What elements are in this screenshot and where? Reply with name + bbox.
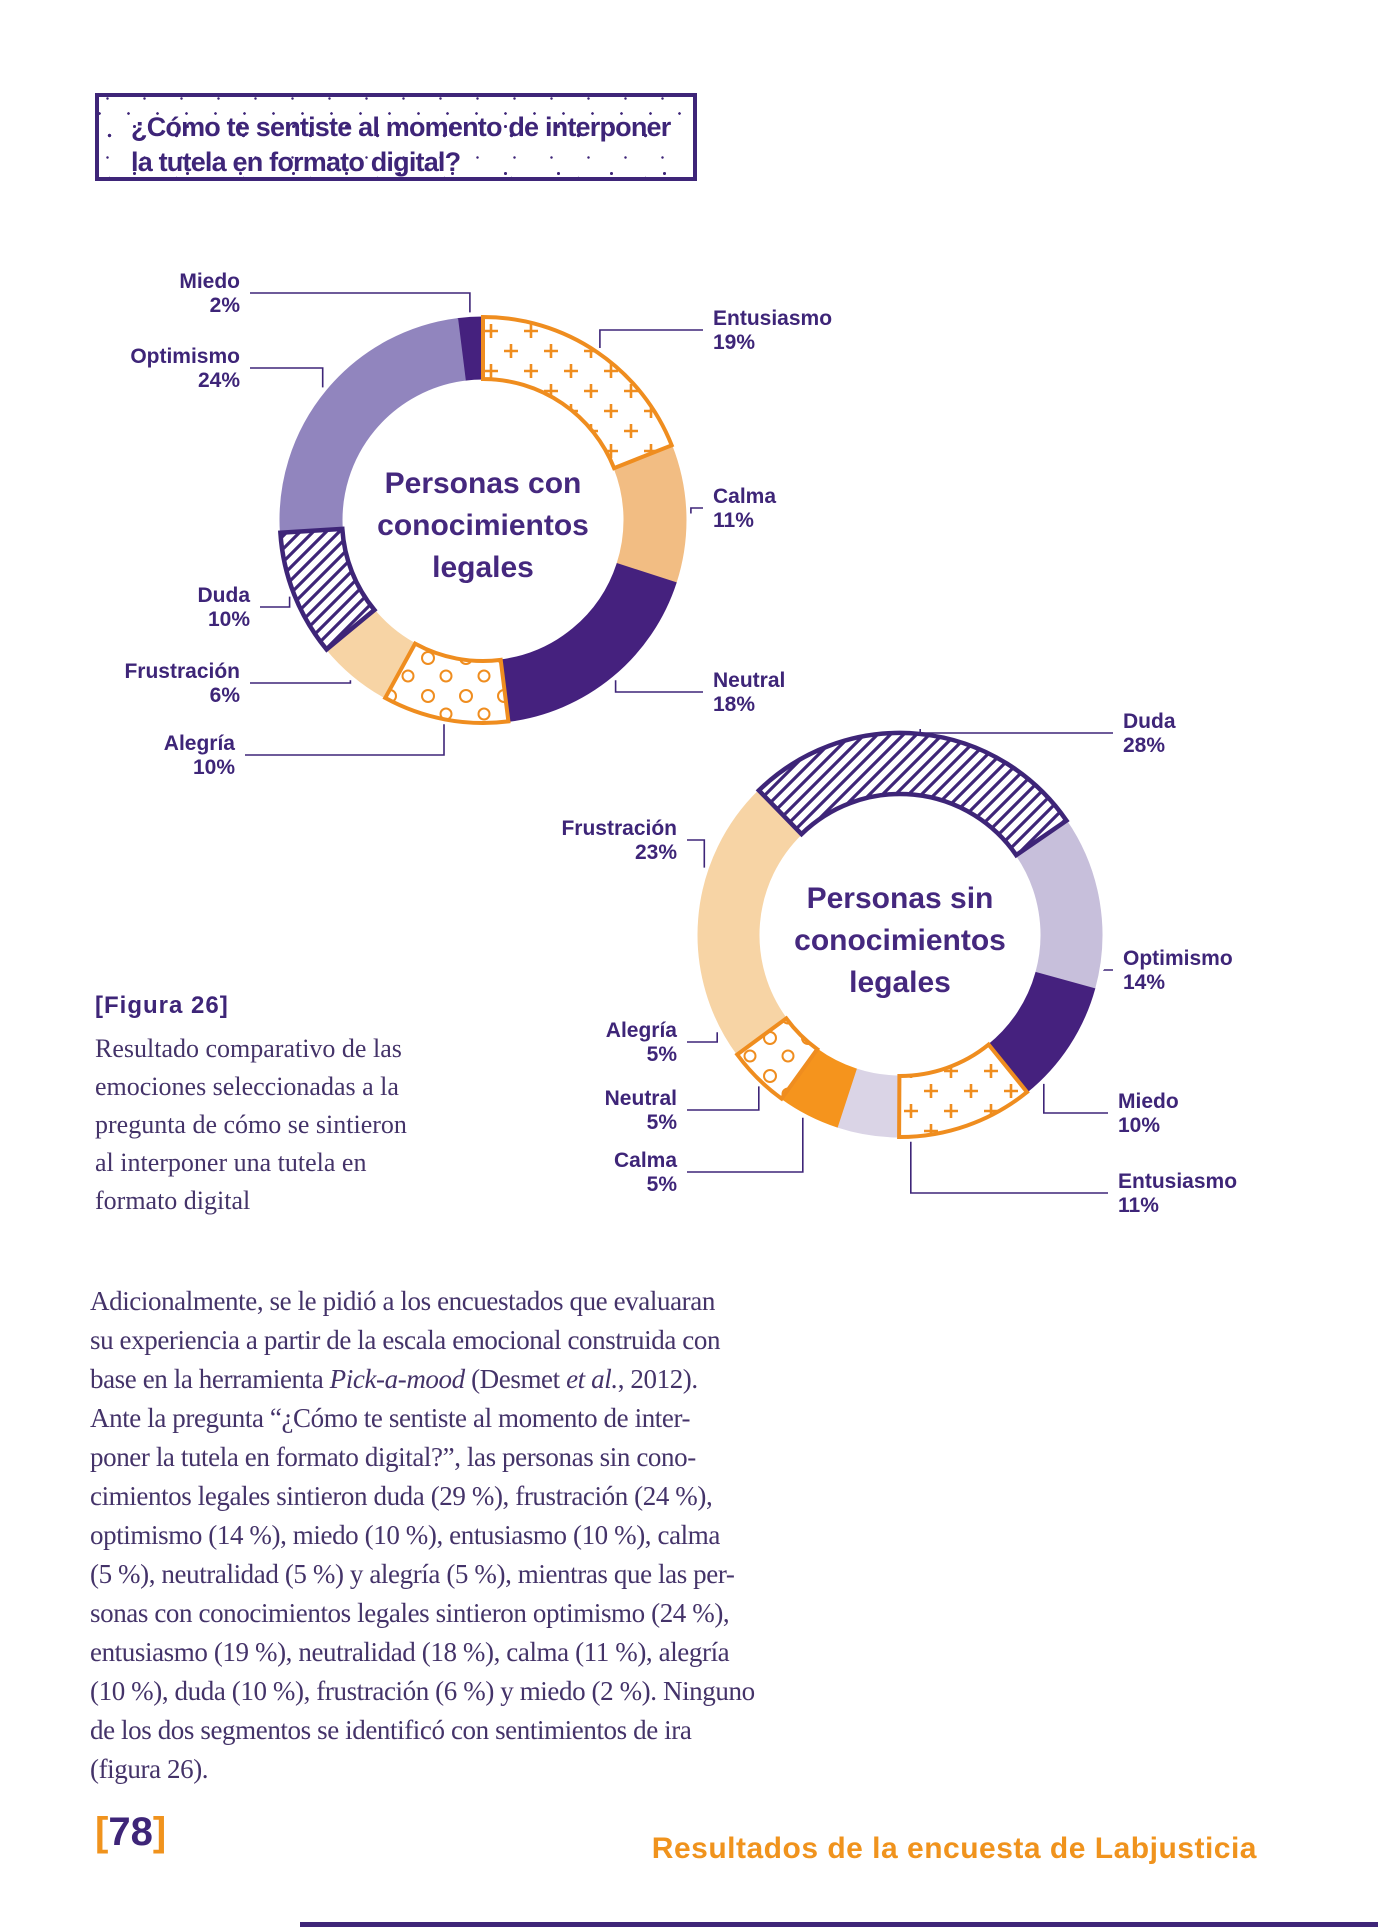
donut-chart-2 xyxy=(561,710,1237,1217)
slice-label-calma: Calma 11% xyxy=(713,485,777,532)
slice-label-neutral: Neutral 18% xyxy=(713,669,786,716)
paragraph-line: Ante la pregunta “¿Cómo te sentiste al momento de inter- xyxy=(90,1403,691,1433)
paragraph-line: poner la tutela en formato digital?”, las personas sin cono- xyxy=(90,1442,696,1472)
donut-center-title: Personas con conocimientos legales xyxy=(377,467,589,584)
running-title: Resultados de la encuesta de Labjusticia xyxy=(651,1832,1257,1865)
slice-optimismo xyxy=(280,319,465,533)
slice-frustración xyxy=(698,790,801,1054)
donut-center-title: Personas sin conocimientos legales xyxy=(794,882,1006,999)
leader-frustración xyxy=(687,840,704,868)
page-number-value: 78 xyxy=(108,1810,153,1854)
paragraph-line: de los dos segmentos se identificó con sentimientos de ira xyxy=(90,1715,692,1745)
leader-miedo xyxy=(1044,1084,1108,1113)
slice-label-optimismo: Optimismo 14% xyxy=(1123,947,1233,994)
slice-label-miedo: Miedo 10% xyxy=(1118,1090,1179,1137)
slice-duda xyxy=(759,733,1067,855)
slice-label-alegría: Alegría 5% xyxy=(605,1019,677,1066)
leader-duda xyxy=(920,729,1113,733)
leader-calma xyxy=(691,508,703,514)
page-number-bracket-open: [ xyxy=(95,1810,109,1854)
figure-caption xyxy=(95,1030,407,1220)
leader-neutral xyxy=(687,1086,759,1110)
figure-caption-line: Resultado comparativo de las xyxy=(95,1034,402,1063)
page-number-bracket-close: ] xyxy=(152,1810,167,1854)
donut-chart-1 xyxy=(124,270,832,779)
paragraph-line: (5 %), neutralidad (5 %) y alegría (5 %), mientras que las per- xyxy=(90,1559,735,1589)
slice-label-calma: Calma 5% xyxy=(613,1149,677,1196)
slice-label-duda: Duda 28% xyxy=(1123,710,1176,757)
paragraph-line: Adicionalmente, se le pidió a los encuestados que evaluaran xyxy=(90,1286,715,1316)
leader-frustración xyxy=(250,680,350,683)
paragraph-line: (10 %), duda (10 %), frustración (6 %) y miedo (2 %). Ninguno xyxy=(90,1676,755,1706)
paragraph-line: cimientos legales sintieron duda (29 %), frustración (24 %), xyxy=(90,1481,713,1511)
paragraph-line: optimismo (14 %), miedo (10 %), entusiasmo (10 %), calma xyxy=(90,1520,720,1550)
leader-entusiasmo xyxy=(911,1142,1108,1193)
page-number xyxy=(95,1810,166,1855)
leader-calma xyxy=(687,1118,803,1172)
slice-label-frustración: Frustración 23% xyxy=(561,817,677,864)
figure-question-line-2: la tutela en formato digital? xyxy=(131,147,461,177)
paragraph-line: entusiasmo (19 %), neutralidad (18 %), calma (11 %), alegría xyxy=(90,1637,730,1667)
paragraph-line: su experiencia a partir de la escala emocional construida con xyxy=(90,1325,721,1355)
figure-caption-line: formato digital xyxy=(95,1186,251,1215)
slice-label-entusiasmo: Entusiasmo 19% xyxy=(713,307,833,354)
leader-entusiasmo xyxy=(600,330,703,348)
figure-label: [Figura 26] xyxy=(95,992,229,1019)
paragraph-line: sonas con conocimientos legales sintieron optimismo (24 %), xyxy=(90,1598,730,1628)
slice-label-frustración: Frustración 6% xyxy=(124,660,240,707)
figure-caption-line: emociones seleccionadas a la xyxy=(95,1072,399,1101)
leader-neutral xyxy=(616,680,703,692)
leader-alegría xyxy=(687,1032,717,1042)
slice-label-alegría: Alegría 10% xyxy=(163,732,235,779)
slice-label-entusiasmo: Entusiasmo 11% xyxy=(1118,1170,1238,1217)
leader-alegría xyxy=(245,724,444,755)
figure-caption-line: al interponer una tutela en xyxy=(95,1148,367,1177)
slice-entusiasmo xyxy=(483,317,672,468)
slice-neutral xyxy=(501,564,676,722)
body-paragraph xyxy=(90,1282,755,1789)
figure-question-line-1: ¿Cómo te sentiste al momento de interponer xyxy=(131,112,671,142)
slice-label-miedo: Miedo 2% xyxy=(179,270,240,317)
paragraph-line: base en la herramienta Pick-a-mood (Desmet et al., 2012). xyxy=(90,1364,698,1394)
leader-miedo xyxy=(250,293,470,312)
slice-label-neutral: Neutral 5% xyxy=(604,1087,677,1134)
slice-label-optimismo: Optimismo 24% xyxy=(130,345,240,392)
paragraph-line: (figura 26). xyxy=(90,1754,209,1784)
bottom-rule xyxy=(300,1922,1378,1927)
leader-optimismo xyxy=(250,368,323,387)
leader-duda xyxy=(260,597,290,607)
slice-label-duda: Duda 10% xyxy=(197,584,250,631)
figure-caption-line: pregunta de cómo se sintieron xyxy=(95,1110,407,1139)
